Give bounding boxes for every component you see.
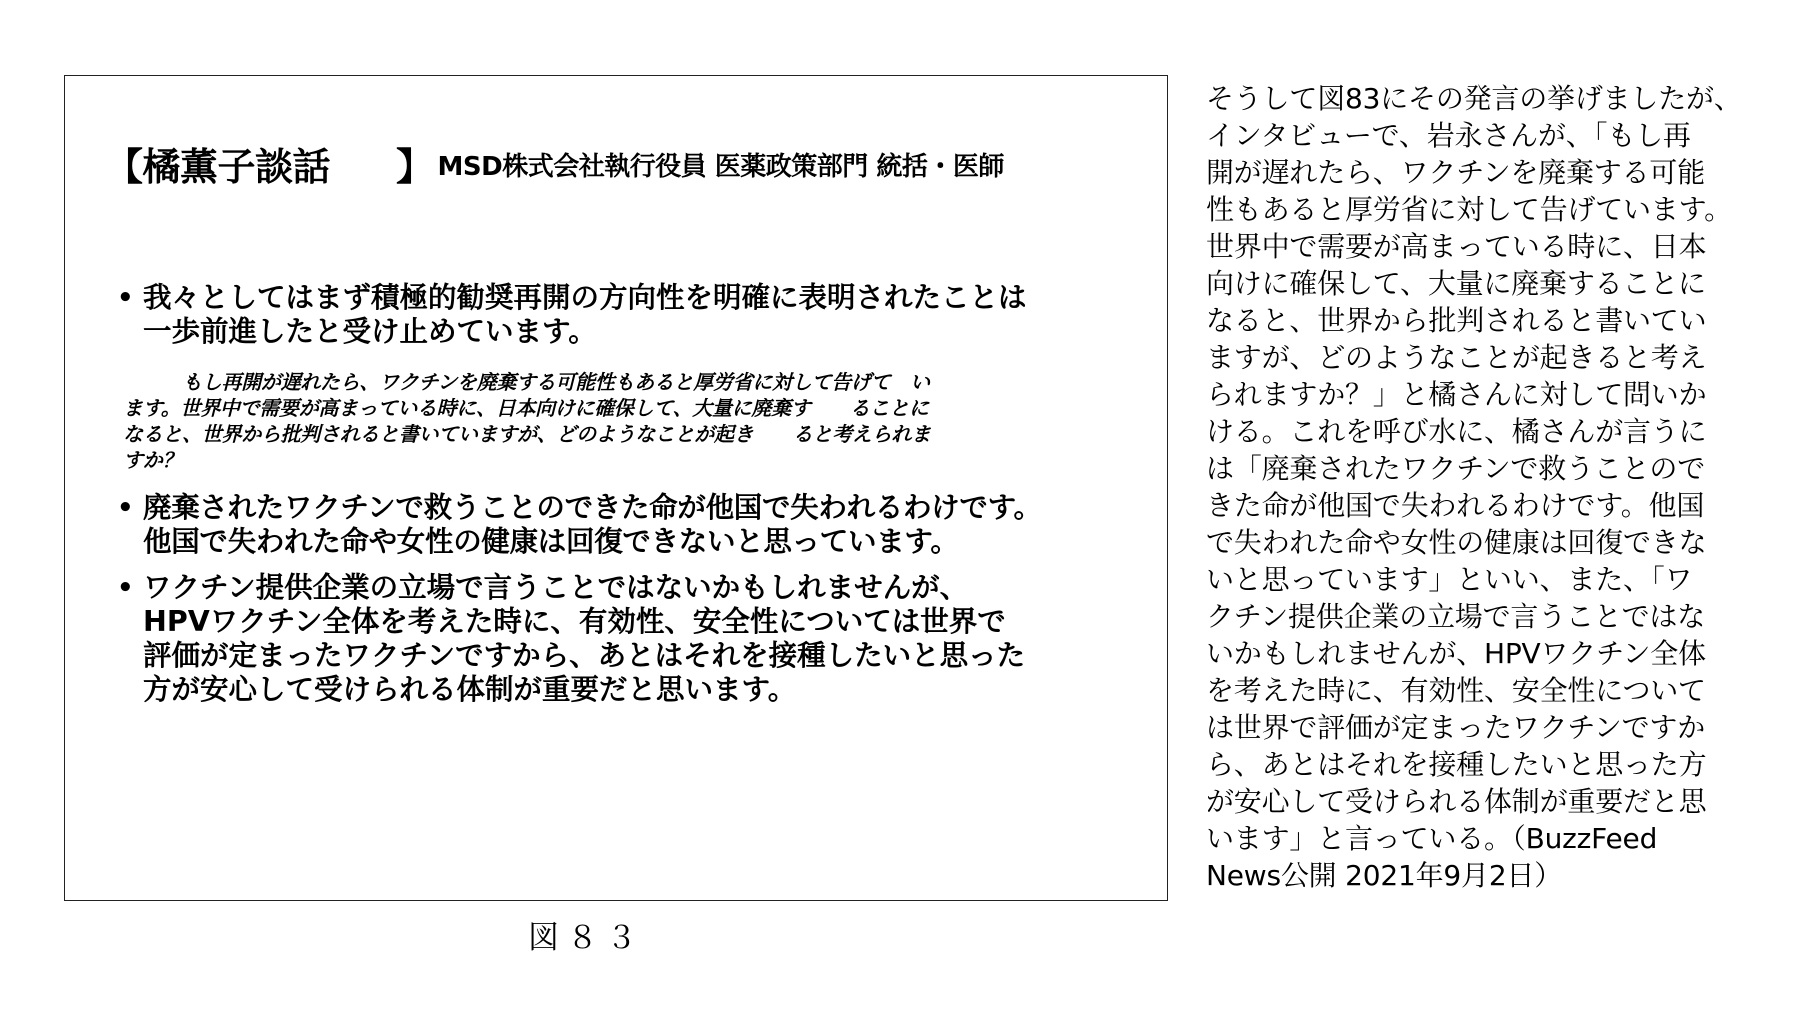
bullet-line: 我々としてはまず積極的勧奨再開の方向性を明確に表明されたことは bbox=[143, 281, 1027, 314]
commentary-line: は世界で評価が定まったワクチンですか bbox=[1206, 711, 1706, 744]
bullet-dot: • bbox=[117, 493, 134, 523]
commentary-line: いと思っています」といい、また、「ワ bbox=[1206, 563, 1693, 596]
bullet-line: ワクチン提供企業の立場で言うことではないかもしれませんが、 bbox=[143, 571, 969, 604]
commentary-line: られますか？」と橘さんに対して問いか bbox=[1206, 378, 1707, 411]
commentary-line: クチン提供企業の立場で言うことではな bbox=[1206, 600, 1706, 633]
commentary-line: で失われた命や女性の健康は回復できな bbox=[1206, 526, 1707, 559]
question-line: ます。世界中で需要が高まっている時に、日本向けに確保して、大量に廃棄す ることに bbox=[123, 396, 929, 420]
title-affiliation: MSD株式会社執行役員 医薬政策部門 統括・医師 bbox=[437, 152, 1004, 182]
bullet-line: 評価が定まったワクチンですから、あとはそれを接種したいと思った bbox=[143, 639, 1026, 672]
commentary-line: は「廃棄されたワクチンで救うことので bbox=[1206, 452, 1706, 485]
commentary-line: いかもしれませんが、HPVワクチン全体 bbox=[1206, 637, 1706, 670]
question-line: すか？ bbox=[123, 448, 183, 472]
title-bracket-close: 】 bbox=[396, 145, 434, 189]
bullet-line: 方が安心して受けられる体制が重要だと思います。 bbox=[143, 673, 797, 706]
bullet-dot: • bbox=[117, 573, 134, 603]
commentary-line: なると、世界から批判されると書いてい bbox=[1206, 304, 1707, 337]
slide-figure bbox=[64, 75, 1168, 901]
commentary-line: が安心して受けられる体制が重要だと思 bbox=[1206, 785, 1707, 818]
commentary-line: ますが、どのようなことが起きると考え bbox=[1206, 341, 1707, 374]
bullet-dot: • bbox=[117, 283, 134, 313]
commentary-line: 世界中で需要が高まっている時に、日本 bbox=[1206, 230, 1707, 263]
slide-title bbox=[105, 136, 1004, 191]
bullet-item-2 bbox=[117, 491, 1157, 559]
commentary-text bbox=[1206, 80, 1771, 894]
bullet-line: 一歩前進したと受け止めています。 bbox=[143, 315, 597, 348]
bullet-line: 廃棄されたワクチンで救うことのできた命が他国で失われるわけです。 bbox=[143, 491, 1042, 524]
commentary-line: ける。これを呼び水に、橘さんが言うに bbox=[1206, 415, 1707, 448]
commentary-line: を考えた時に、有効性、安全性について bbox=[1206, 674, 1706, 707]
bullet-line: 他国で失われた命や女性の健康は回復できないと思っています。 bbox=[143, 525, 959, 558]
bullet-item-3 bbox=[117, 571, 1157, 707]
commentary-line: そうして図83にその発言の挙げましたが、 bbox=[1206, 82, 1742, 115]
commentary-line: News公開 2021年9月2日） bbox=[1206, 859, 1563, 892]
figure-caption: 図８３ bbox=[528, 920, 645, 956]
commentary-line: ら、あとはそれを接種したいと思った方 bbox=[1206, 748, 1707, 781]
commentary-line: 向けに確保して、大量に廃棄することに bbox=[1206, 267, 1706, 300]
interview-question bbox=[123, 369, 1123, 473]
commentary-line: 性もあると厚労省に対して告げています。 bbox=[1206, 193, 1732, 226]
commentary-line: きた命が他国で失われるわけです。他国 bbox=[1206, 489, 1705, 522]
question-line: もし再開が遅れたら、ワクチンを廃棄する可能性もあると厚労省に対して告げて い bbox=[123, 370, 930, 394]
question-line: なると、世界から批判されると書いていますが、どのようなことが起き ると考えられま bbox=[123, 422, 931, 446]
bullet-line: HPVワクチン全体を考えた時に、有効性、安全性については世界で bbox=[143, 605, 1006, 638]
commentary-line: インタビューで、岩永さんが、「もし再 bbox=[1206, 119, 1691, 152]
title-speaker: 【橘薫子談話 bbox=[105, 145, 331, 189]
commentary-line: 開が遅れたら、ワクチンを廃棄する可能 bbox=[1206, 156, 1706, 189]
bullet-item-1 bbox=[117, 281, 1157, 349]
commentary-line: います」と言っている。（BuzzFeed bbox=[1206, 822, 1658, 855]
